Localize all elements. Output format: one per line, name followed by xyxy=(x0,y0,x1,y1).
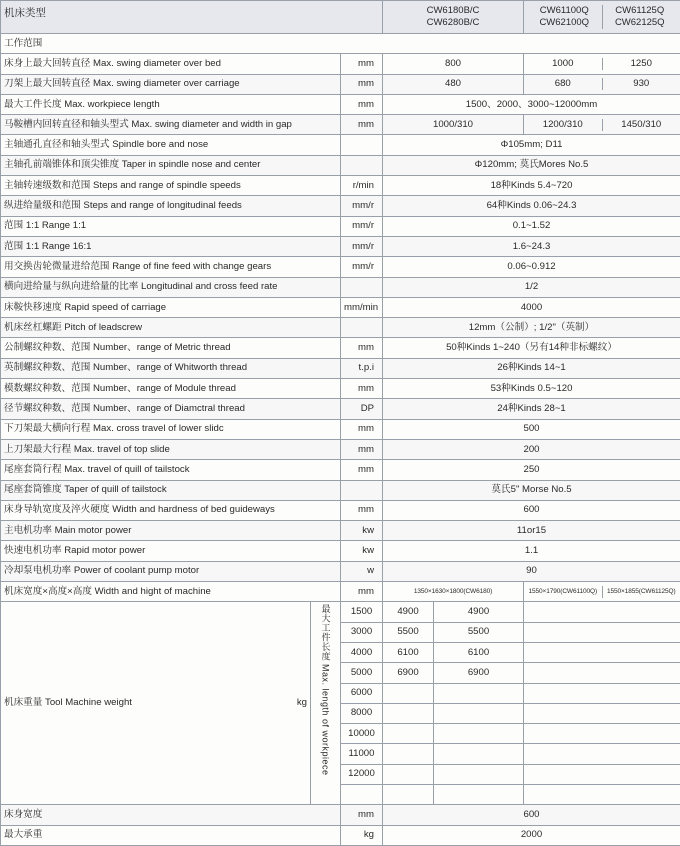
spec-value-model-2: 680 xyxy=(554,78,571,90)
spec-row xyxy=(1,500,680,520)
spec-unit: kw xyxy=(341,541,383,561)
spec-value: 200 xyxy=(383,439,680,459)
weight-model-2 xyxy=(434,724,524,744)
weight-model-3 xyxy=(524,784,680,804)
workpiece-length: 4000 xyxy=(341,642,383,662)
spec-row xyxy=(1,541,680,561)
spec-row xyxy=(1,379,680,399)
spec-label: 主轴通孔直径和轴头型式 Spindle bore and nose xyxy=(1,135,341,155)
spec-unit: mm/r xyxy=(341,236,383,256)
section-row xyxy=(1,34,680,54)
spec-unit xyxy=(341,480,383,500)
spec-value: 1.1 xyxy=(383,541,680,561)
weight-unit: kg xyxy=(296,697,307,709)
spec-value: 0.06~0.912 xyxy=(383,257,680,277)
spec-unit: w xyxy=(341,561,383,581)
spec-value-model-2: 1200/310 xyxy=(542,118,583,130)
spec-value-model-2-3 xyxy=(524,115,680,135)
spec-label: 模数螺纹种数、范围 Number、range of Module thread xyxy=(1,379,341,399)
spec-label: 尾座套筒锥度 Taper of quill of tailstock xyxy=(1,480,341,500)
spec-unit: mm/min xyxy=(341,297,383,317)
workpiece-length: 10000 xyxy=(341,724,383,744)
spec-label: 最大工件长度 Max. workpiece length xyxy=(1,94,341,114)
spec-label: 用交换齿轮微量进给范围 Range of fine feed with change gears xyxy=(1,257,341,277)
spec-row xyxy=(1,582,680,602)
spec-label: 冷却泵电机功率 Power of coolant pump motor xyxy=(1,561,341,581)
spec-unit: mm xyxy=(341,439,383,459)
bottom-row xyxy=(1,805,680,825)
spec-label: 马鞍槽内回转直径和轴头型式 Max. swing diameter and width in gap xyxy=(1,115,341,135)
spec-row xyxy=(1,338,680,358)
spec-value-model-3: 1250 xyxy=(602,58,680,70)
weight-model-3 xyxy=(524,602,680,622)
spec-label: 刀架上最大回转直径 Max. swing diameter over carriage xyxy=(1,74,341,94)
spec-label: 床鞍快移速度 Rapid speed of carriage xyxy=(1,297,341,317)
spec-value-model-2: 1550×1790(CW61100Q) xyxy=(528,587,598,595)
spec-value-model-3: 1550×1855(CW61125Q) xyxy=(602,586,680,598)
weight-model-1: 6900 xyxy=(383,663,434,683)
spec-label: 范围 1:1 Range 16:1 xyxy=(1,236,341,256)
workpiece-length: 6000 xyxy=(341,683,383,703)
model-3-line1: CW61125Q xyxy=(615,5,665,16)
spec-unit: kw xyxy=(341,521,383,541)
model-col-2 xyxy=(527,5,602,29)
spec-label: 床身上最大回转直径 Max. swing diameter over bed xyxy=(1,54,341,74)
workpiece-length: 11000 xyxy=(341,744,383,764)
spec-label: 纵进给量级和范围 Steps and range of longitudinal feeds xyxy=(1,196,341,216)
weight-vertical-label: 最大工件长度 Max. length of workpiece xyxy=(320,604,331,776)
spec-label: 床身导轨宽度及淬火硬度 Width and hardness of bed guideways xyxy=(1,500,341,520)
spec-value: 11or15 xyxy=(383,521,680,541)
weight-model-2: 5500 xyxy=(434,622,524,642)
spec-row xyxy=(1,521,680,541)
workpiece-length: 8000 xyxy=(341,703,383,723)
weight-model-2 xyxy=(434,703,524,723)
spec-row xyxy=(1,358,680,378)
spec-value-model-2-3 xyxy=(524,54,680,74)
weight-model-1 xyxy=(383,683,434,703)
spec-label: 公制螺纹种数、范围 Number、range of Metric thread xyxy=(1,338,341,358)
weight-model-1 xyxy=(383,744,434,764)
model-3-line2: CW62125Q xyxy=(614,17,665,28)
spec-row xyxy=(1,561,680,581)
spec-row xyxy=(1,196,680,216)
spec-unit: mm xyxy=(341,94,383,114)
spec-label: 英制螺纹种数、范围 Number、range of Whitworth thread xyxy=(1,358,341,378)
spec-row xyxy=(1,480,680,500)
spec-row xyxy=(1,277,680,297)
spec-row xyxy=(1,419,680,439)
spec-row xyxy=(1,399,680,419)
spec-label: 主电机功率 Main motor power xyxy=(1,521,341,541)
spec-value: 500 xyxy=(383,419,680,439)
spec-label: 径节螺纹种数、范围 Number、range of Diamctral thread xyxy=(1,399,341,419)
spec-unit: mm/r xyxy=(341,257,383,277)
spec-value: 90 xyxy=(383,561,680,581)
model-col-3 xyxy=(602,5,678,29)
spec-value: 24种Kinds 28~1 xyxy=(383,399,680,419)
spec-unit: mm xyxy=(341,500,383,520)
spec-row xyxy=(1,115,680,135)
spec-unit: mm xyxy=(341,379,383,399)
spec-row xyxy=(1,236,680,256)
spec-label: 主轴转速级数和范围 Steps and range of spindle speeds xyxy=(1,176,341,196)
bottom-row xyxy=(1,825,680,845)
spec-value: 600 xyxy=(383,500,680,520)
spec-value: 0.1~1.52 xyxy=(383,216,680,236)
spec-unit: mm xyxy=(341,805,383,825)
spec-row xyxy=(1,439,680,459)
weight-model-1: 4900 xyxy=(383,602,434,622)
weight-model-3 xyxy=(524,764,680,784)
spec-value-model-2: 1000 xyxy=(552,57,574,69)
spec-value-model-2-3 xyxy=(524,582,680,602)
spec-value: 2000 xyxy=(383,825,680,845)
spec-row xyxy=(1,318,680,338)
spec-unit: mm xyxy=(341,54,383,74)
workpiece-length xyxy=(341,784,383,804)
spec-label: 横向进给量与纵向进给量的比率 Longitudinal and cross feed rate xyxy=(1,277,341,297)
spec-label: 床身宽度 xyxy=(1,805,341,825)
spec-value: 50种Kinds 1~240（另有14种非标螺纹） xyxy=(383,338,680,358)
spec-unit xyxy=(341,318,383,338)
spec-row xyxy=(1,257,680,277)
spec-value-model-3: 930 xyxy=(602,78,680,90)
weight-model-1: 6100 xyxy=(383,642,434,662)
spec-unit xyxy=(341,155,383,175)
spec-row xyxy=(1,216,680,236)
workpiece-length: 5000 xyxy=(341,663,383,683)
spec-unit xyxy=(341,135,383,155)
spec-value-model-3: 1450/310 xyxy=(602,119,680,131)
spec-label: 快速电机功率 Rapid motor power xyxy=(1,541,341,561)
section-work-range: 工作范围 xyxy=(1,34,680,54)
spec-value-model-1: 800 xyxy=(383,54,524,74)
weight-model-2 xyxy=(434,784,524,804)
spec-value: 4000 xyxy=(383,297,680,317)
model-2-line2: CW62100Q xyxy=(539,17,590,28)
spec-unit: mm xyxy=(341,460,383,480)
spec-unit: mm xyxy=(341,115,383,135)
spec-unit xyxy=(341,277,383,297)
model-1-line1: CW6180B/C xyxy=(426,5,480,16)
model-1-line2: CW6280B/C xyxy=(426,17,480,28)
spec-value: 1.6~24.3 xyxy=(383,236,680,256)
spec-row xyxy=(1,176,680,196)
spec-row xyxy=(1,460,680,480)
spec-row xyxy=(1,94,680,114)
spec-label: 机床宽度×高度×高度 Width and hight of machine xyxy=(1,582,341,602)
weight-model-1: 5500 xyxy=(383,622,434,642)
workpiece-length: 3000 xyxy=(341,622,383,642)
spec-value: 1500、2000、3000~12000mm xyxy=(383,94,680,114)
weight-model-2 xyxy=(434,744,524,764)
spec-row xyxy=(1,54,680,74)
spec-label: 范围 1:1 Range 1:1 xyxy=(1,216,341,236)
spec-unit: r/min xyxy=(341,176,383,196)
weight-model-3 xyxy=(524,724,680,744)
weight-model-3 xyxy=(524,683,680,703)
weight-vertical-label-cell xyxy=(311,602,341,805)
spec-value-model-2-3 xyxy=(524,74,680,94)
spec-value: 53种Kinds 0.5~120 xyxy=(383,379,680,399)
spec-label: 上刀架最大行程 Max. travel of top slide xyxy=(1,439,341,459)
spec-value: 18种Kinds 5.4~720 xyxy=(383,176,680,196)
spec-value-model-1: 1350×1630×1800(CW6180) xyxy=(383,582,524,602)
model-col-2-3 xyxy=(524,1,680,34)
spec-row xyxy=(1,74,680,94)
workpiece-length: 1500 xyxy=(341,602,383,622)
weight-model-2: 4900 xyxy=(434,602,524,622)
weight-label-cell xyxy=(1,602,311,805)
table-title: 机床类型 xyxy=(1,1,383,34)
weight-model-2: 6900 xyxy=(434,663,524,683)
weight-model-3 xyxy=(524,703,680,723)
spec-unit: mm xyxy=(341,582,383,602)
weight-model-1 xyxy=(383,784,434,804)
weight-model-1 xyxy=(383,724,434,744)
weight-row xyxy=(1,602,680,622)
weight-model-1 xyxy=(383,764,434,784)
spec-value-model-1: 480 xyxy=(383,74,524,94)
spec-value: 250 xyxy=(383,460,680,480)
spec-label: 最大承重 xyxy=(1,825,341,845)
spec-unit: mm/r xyxy=(341,216,383,236)
spec-unit: mm xyxy=(341,419,383,439)
model-col-1 xyxy=(383,1,524,34)
spec-value: 64种Kinds 0.06~24.3 xyxy=(383,196,680,216)
weight-model-3 xyxy=(524,622,680,642)
spec-unit: t.p.i xyxy=(341,358,383,378)
spec-row xyxy=(1,297,680,317)
spec-value: 26种Kinds 14~1 xyxy=(383,358,680,378)
weight-model-2 xyxy=(434,764,524,784)
spec-row xyxy=(1,135,680,155)
spec-value: Φ105mm; D11 xyxy=(383,135,680,155)
spec-value: Φ120mm; 莫氏Mores No.5 xyxy=(383,155,680,175)
weight-model-3 xyxy=(524,744,680,764)
spec-value: 600 xyxy=(383,805,680,825)
spec-unit: mm xyxy=(341,338,383,358)
weight-model-3 xyxy=(524,642,680,662)
spec-label: 机床丝杠螺距 Pitch of leadscrew xyxy=(1,318,341,338)
header-row xyxy=(1,1,680,34)
weight-model-1 xyxy=(383,703,434,723)
weight-model-3 xyxy=(524,663,680,683)
workpiece-length: 12000 xyxy=(341,764,383,784)
spec-value: 12mm（公制）; 1/2"（英制） xyxy=(383,318,680,338)
spec-label: 下刀架最大横向行程 Max. cross travel of lower slidc xyxy=(1,419,341,439)
spec-label: 主轴孔前端锥体和顶尖锥度 Taper in spindle nose and center xyxy=(1,155,341,175)
spec-unit: DP xyxy=(341,399,383,419)
spec-unit: mm xyxy=(341,74,383,94)
weight-model-2 xyxy=(434,683,524,703)
spec-unit: mm/r xyxy=(341,196,383,216)
spec-label: 尾座套筒行程 Max. travel of quill of tailstock xyxy=(1,460,341,480)
spec-value: 莫氏5" Morse No.5 xyxy=(383,480,680,500)
spec-value-model-1: 1000/310 xyxy=(383,115,524,135)
model-2-line1: CW61100Q xyxy=(539,5,589,16)
weight-label: 机床重量 Tool Machine weight xyxy=(4,697,132,709)
weight-model-2: 6100 xyxy=(434,642,524,662)
spec-row xyxy=(1,155,680,175)
spec-unit: kg xyxy=(341,825,383,845)
spec-value: 1/2 xyxy=(383,277,680,297)
